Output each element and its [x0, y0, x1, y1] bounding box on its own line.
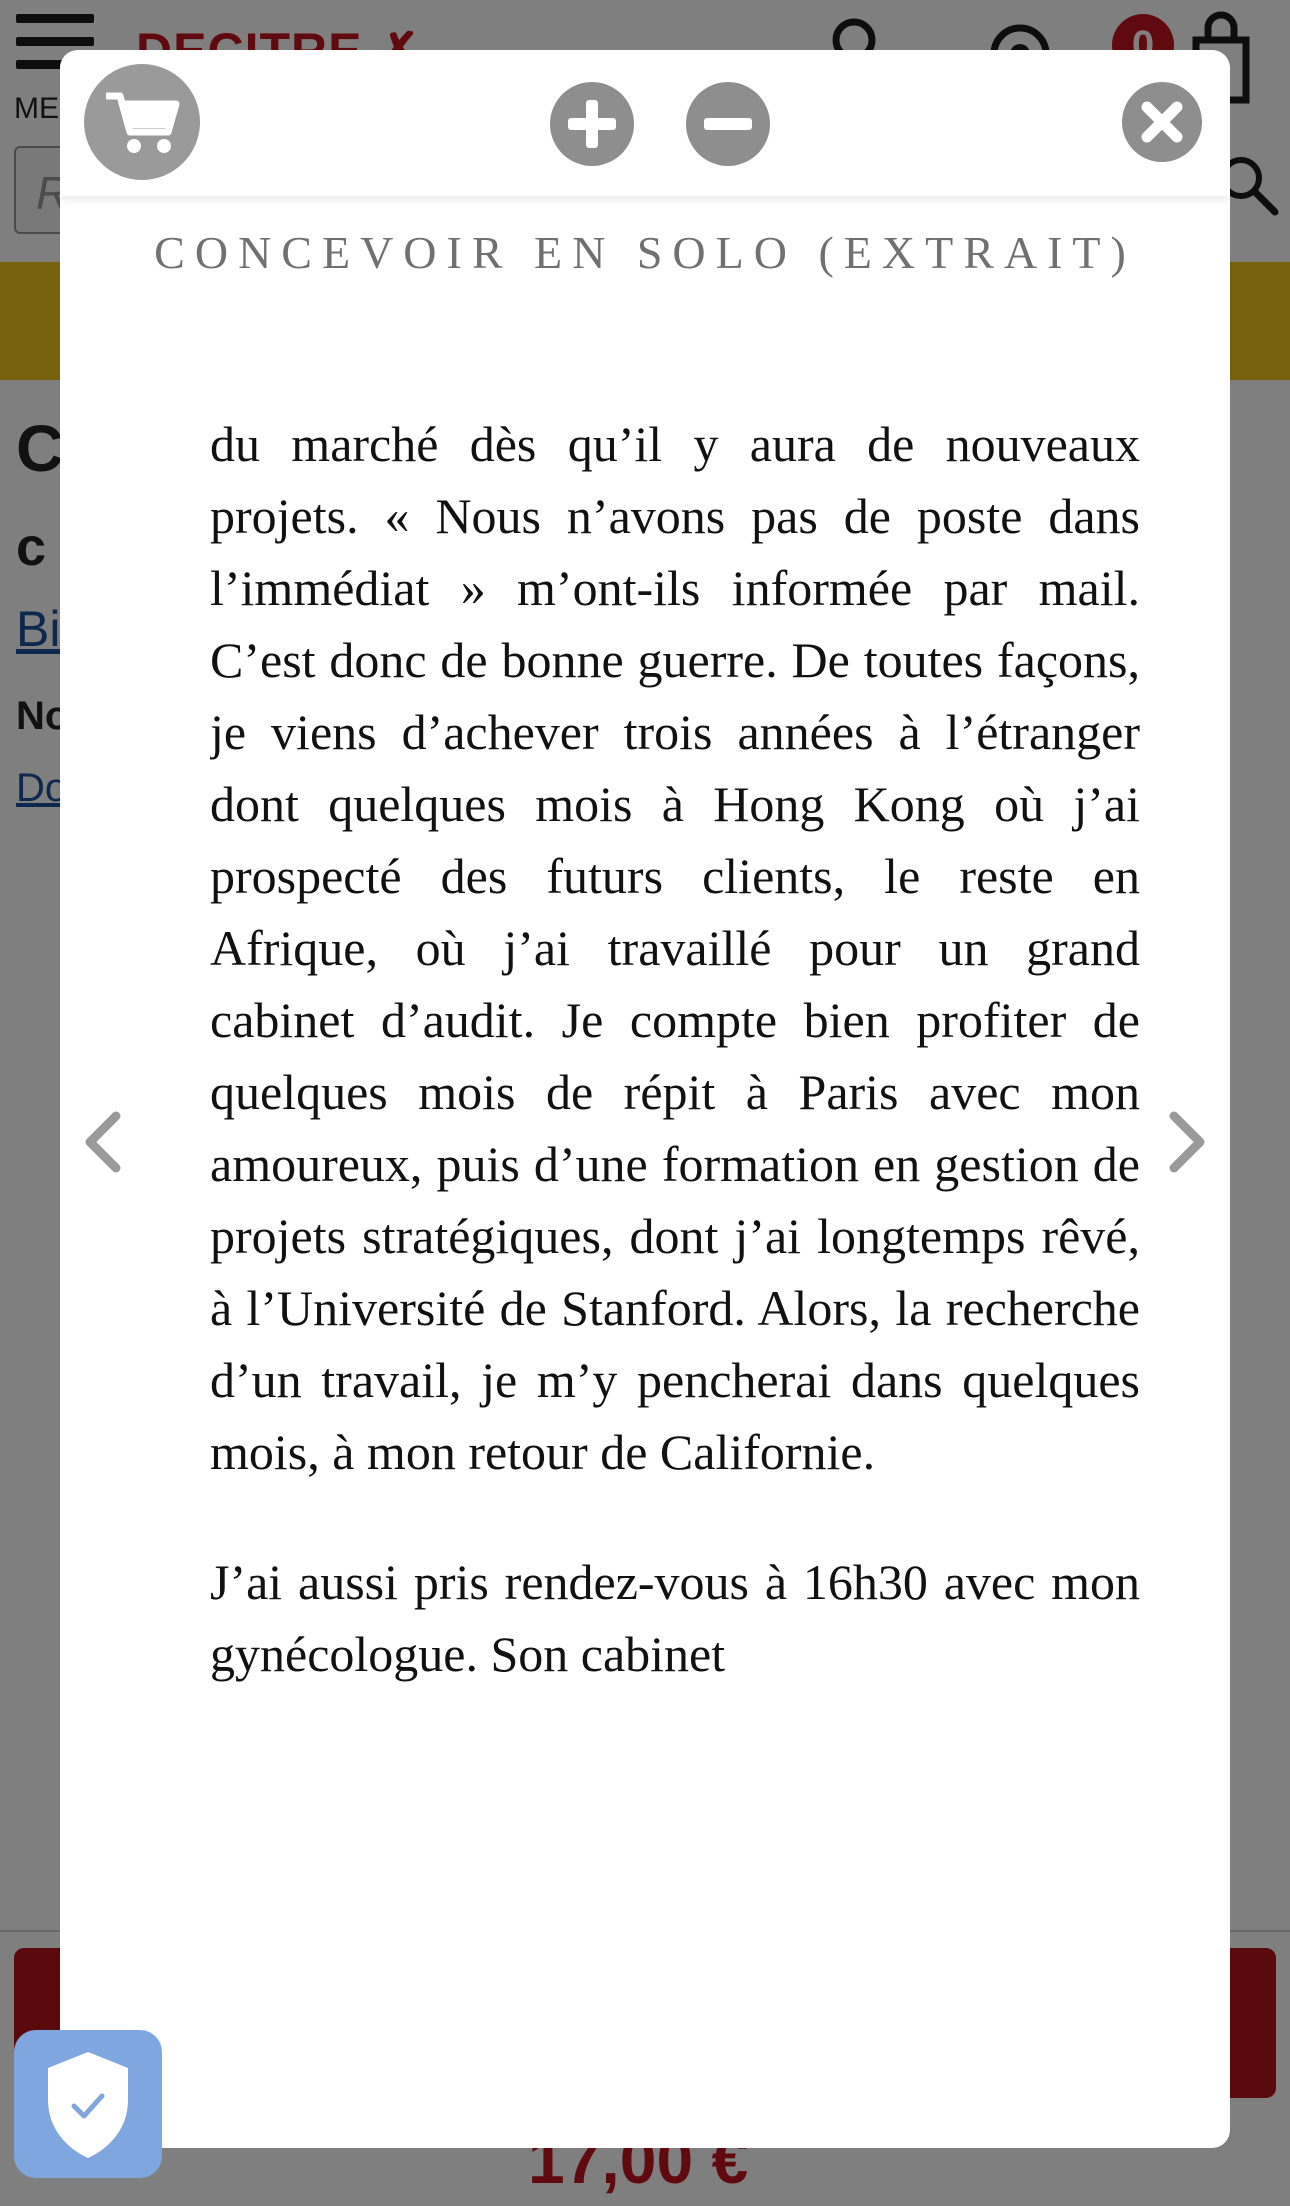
- plus-circle-icon: [550, 82, 634, 166]
- reader-toolbar: [60, 50, 1230, 196]
- close-circle-icon: [1122, 82, 1202, 162]
- paragraph: J’ai aussi pris rendez-vous à 16h30 avec mon gynécologue. Son cabinet: [210, 1554, 1140, 1682]
- chevron-left-icon[interactable]: [80, 1110, 124, 1174]
- shield-check-icon: [40, 2048, 136, 2162]
- chevron-right-icon[interactable]: [1166, 1110, 1210, 1174]
- excerpt-text: [210, 408, 1140, 1988]
- minus-circle-icon: [686, 82, 770, 166]
- book-title: CONCEVOIR EN SOLO (EXTRAIT): [154, 227, 1136, 278]
- privacy-settings-button[interactable]: [14, 2030, 162, 2178]
- reader-cart-button[interactable]: [84, 64, 200, 180]
- zoom-in-button[interactable]: [550, 82, 634, 166]
- shopping-cart-icon: [106, 90, 180, 156]
- close-button[interactable]: [1122, 82, 1202, 162]
- excerpt-reader-modal: [60, 50, 1230, 2148]
- zoom-out-button[interactable]: [686, 82, 770, 166]
- paragraph: du marché dès qu’il y aura de nouveaux projets. « Nous n’avons pas de poste dans l’immédiat » m’ont-ils informée par mail. C’est donc de bonne guerre. De toutes façons, je viens d’achever trois années à l’étranger dont quelques mois à Hong Kong où j’ai prospecté des futurs clients, le reste en Afrique, où j’ai travaillé pour un grand cabinet d’audit. Je compte bien profiter de quelques mois de répit à Paris avec mon amoureux, puis d’une formation en gestion de projets stratégiques, dont j’ai longtemps rêvé, à l’Université de Stanford. Alors, la recherche d’un travail, je m’y pencherai dans quelques mois, à mon retour de Californie.: [210, 416, 1140, 1480]
